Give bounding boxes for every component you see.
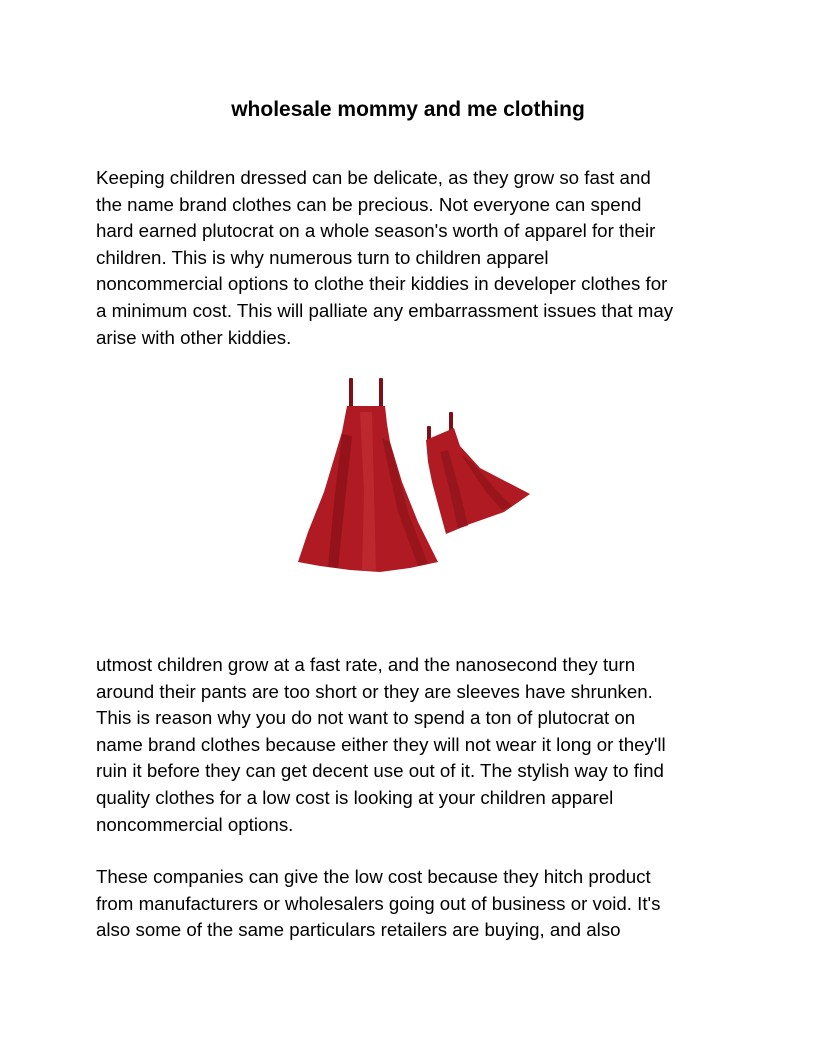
paragraph-line: ruin it before they can get decent use out of it. The stylish way to find [96, 760, 664, 782]
paragraph-line: arise with other kiddies. [96, 326, 292, 348]
paragraph-line: quality clothes for a low cost is looking at your children apparel [96, 786, 614, 808]
adult-dress-strap-left [349, 378, 353, 408]
paragraph-line: Keeping children dressed can be delicate, as they grow so fast and [96, 167, 651, 188]
paragraph-2 [96, 652, 726, 838]
paragraph-line: from manufacturers or wholesalers going out of business or void. It's [96, 892, 661, 914]
paragraph-line: name brand clothes because either they will not wear it long or they'll [96, 733, 666, 755]
paragraph-3 [96, 864, 726, 944]
paragraph-line: noncommercial options. [96, 813, 294, 835]
page-title: wholesale mommy and me clothing [231, 98, 585, 121]
paragraph-line: the name brand clothes can be precious. Not everyone can spend [96, 193, 642, 215]
paragraph-line: a minimum cost. This will palliate any embarrassment issues that may [96, 299, 674, 321]
paragraph-line: around their pants are too short or they are sleeves have shrunken. [96, 680, 653, 702]
mother-daughter-dresses-image [290, 372, 540, 582]
paragraph-line: hard earned plutocrat on a whole season's worth of apparel for their [96, 220, 656, 242]
paragraph-1 [96, 165, 726, 351]
adult-dress-strap-right [379, 378, 383, 408]
child-dress-body [426, 428, 530, 534]
red-dresses-illustration [290, 372, 540, 582]
paragraph-line: These companies can give the low cost because they hitch product [96, 866, 651, 887]
paragraph-line: This is reason why you do not want to spend a ton of plutocrat on [96, 707, 636, 729]
paragraph-line: also some of the same particulars retailers are buying, and also [96, 919, 621, 941]
paragraph-line: children. This is why numerous turn to children apparel [96, 246, 549, 268]
paragraph-line: utmost children grow at a fast rate, and the nanosecond they turn [96, 654, 636, 675]
paragraph-line: noncommercial options to clothe their kiddies in developer clothes for [96, 273, 668, 295]
